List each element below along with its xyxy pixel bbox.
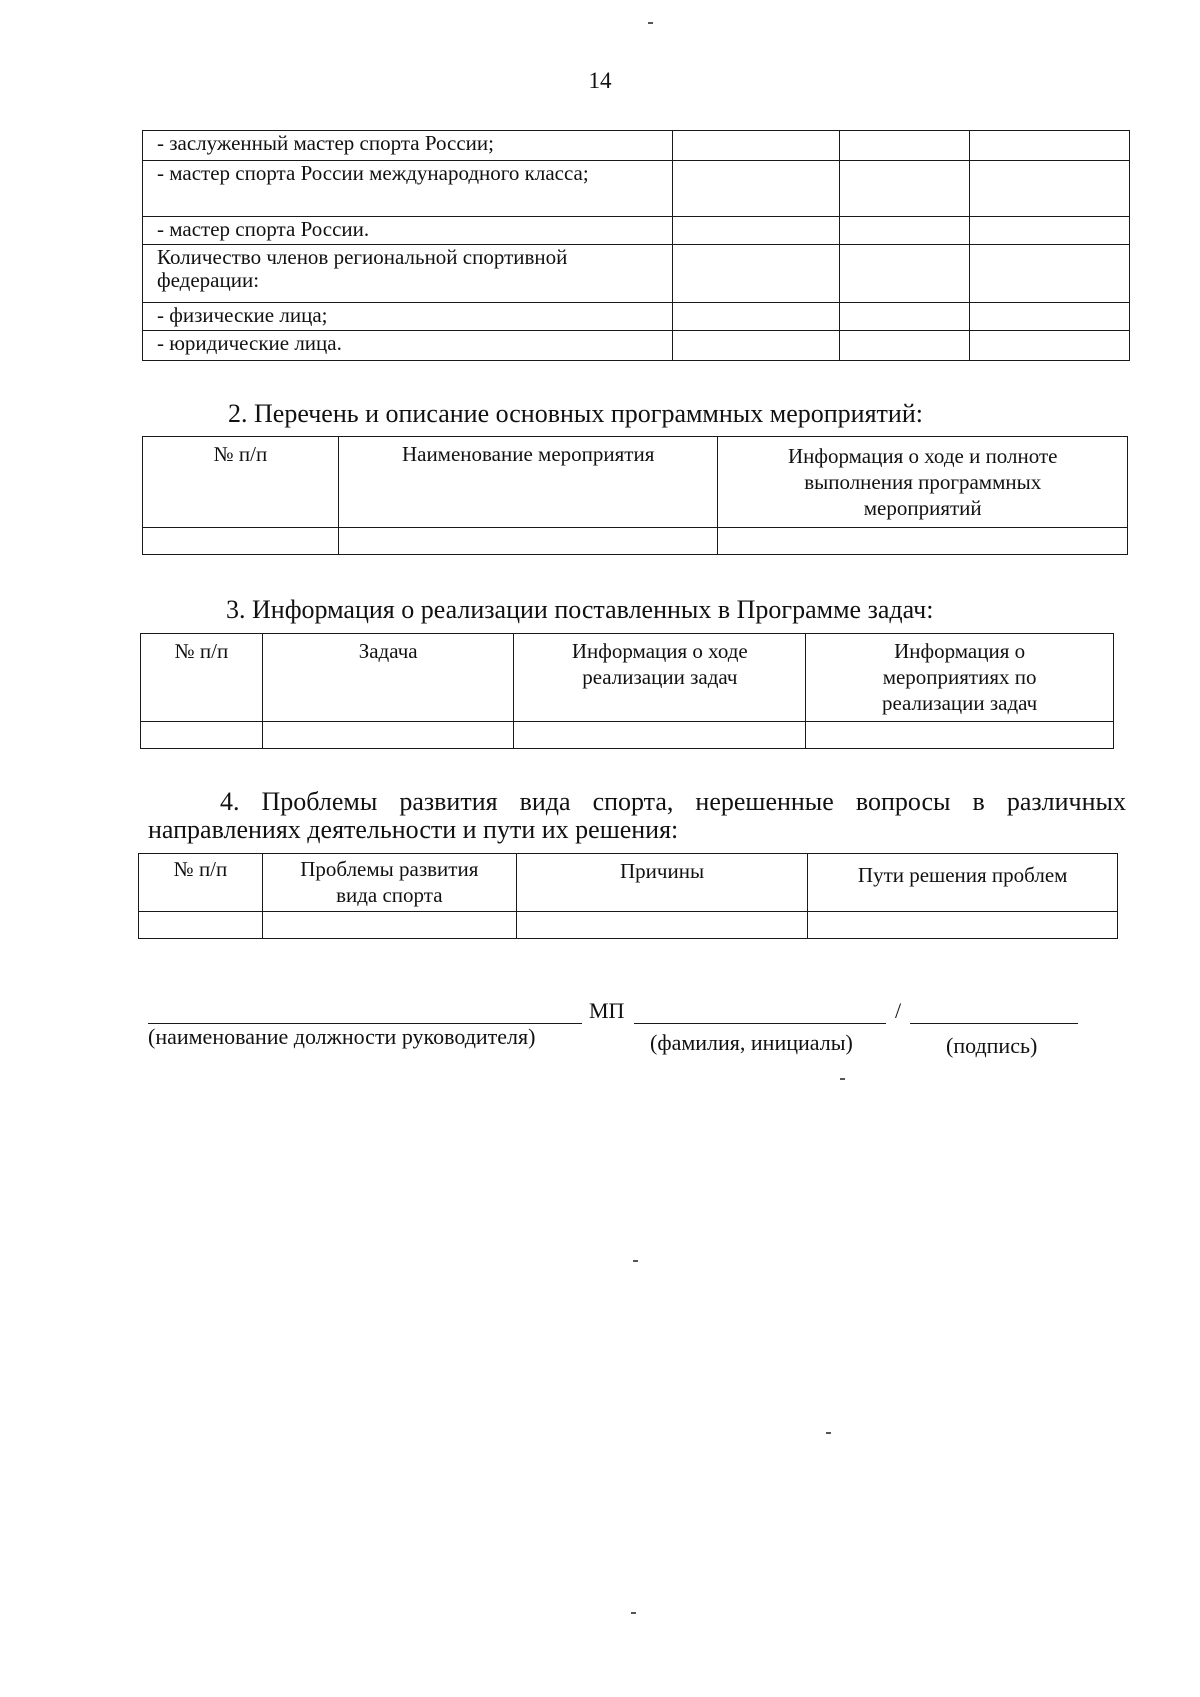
table-row xyxy=(143,528,1128,555)
table-header-row xyxy=(139,854,1118,912)
header-task-activities: Информация о мероприятиях по реализации задач xyxy=(806,634,1114,722)
table-cell xyxy=(806,722,1114,749)
position-caption: (наименование должности руководителя) xyxy=(148,1024,536,1049)
table-cell xyxy=(840,217,970,245)
header-number: № п/п xyxy=(141,634,263,722)
table-cell xyxy=(970,131,1130,161)
table-cell xyxy=(514,722,806,749)
signature-line xyxy=(910,1023,1078,1024)
section-4-title-line-1: 4. Проблемы развития вида спорта, нерешенные вопросы в различных xyxy=(220,787,1126,816)
table-row xyxy=(143,303,1130,331)
table-cell xyxy=(970,303,1130,331)
header-number: № п/п xyxy=(143,437,339,528)
table-cell xyxy=(840,303,970,331)
table-cell xyxy=(672,303,840,331)
section-4-title-line-2: направлениях деятельности и пути их решения: xyxy=(148,815,679,844)
table-cell xyxy=(970,161,1130,217)
table-cell xyxy=(808,912,1118,939)
athletes-members-table xyxy=(142,130,1130,361)
problems-table xyxy=(138,853,1118,939)
table-row xyxy=(143,131,1130,161)
table-row xyxy=(143,245,1130,303)
stamp-label: МП xyxy=(589,998,625,1023)
table-row xyxy=(143,331,1130,361)
table-header-row xyxy=(143,437,1128,528)
table-cell xyxy=(262,722,514,749)
table-row xyxy=(143,161,1130,217)
table-cell xyxy=(141,722,263,749)
row-label: Количество членов региональной спортивной федерации: xyxy=(143,245,673,303)
row-label: - физические лица; xyxy=(143,303,673,331)
tasks-implementation-table xyxy=(140,633,1114,749)
header-task-progress: Информация о ходе реализации задач xyxy=(514,634,806,722)
table-cell xyxy=(970,217,1130,245)
scan-speck xyxy=(631,1612,636,1614)
header-progress-info: Информация о ходе и полноте выполнения программных мероприятий xyxy=(718,437,1128,528)
slash-separator: / xyxy=(895,998,902,1023)
section-4-title xyxy=(148,788,1126,844)
header-causes: Причины xyxy=(516,854,808,912)
table-cell xyxy=(143,528,339,555)
table-row xyxy=(141,722,1114,749)
header-problems: Проблемы развития вида спорта xyxy=(262,854,516,912)
table-cell xyxy=(338,528,718,555)
page-number: 14 xyxy=(588,68,612,93)
table-cell xyxy=(840,245,970,303)
row-label: - юридические лица. xyxy=(143,331,673,361)
table-cell xyxy=(516,912,808,939)
name-line xyxy=(634,1023,886,1024)
table-cell xyxy=(840,161,970,217)
table-row xyxy=(139,912,1118,939)
table-row xyxy=(143,217,1130,245)
header-number: № п/п xyxy=(139,854,263,912)
header-task: Задача xyxy=(262,634,514,722)
table-cell xyxy=(672,331,840,361)
program-activities-table xyxy=(142,436,1128,555)
table-cell xyxy=(970,331,1130,361)
name-caption: (фамилия, инициалы) xyxy=(650,1030,853,1055)
signature-caption: (подпись) xyxy=(946,1033,1038,1058)
table-cell xyxy=(672,217,840,245)
table-cell xyxy=(139,912,263,939)
table-cell xyxy=(672,131,840,161)
section-3-title: 3. Информация о реализации поставленных в Программе задач: xyxy=(226,595,934,624)
header-activity-name: Наименование мероприятия xyxy=(338,437,718,528)
table-cell xyxy=(840,131,970,161)
scan-speck xyxy=(648,22,653,24)
table-header-row xyxy=(141,634,1114,722)
table-cell xyxy=(262,912,516,939)
scan-speck xyxy=(840,1078,845,1080)
scan-speck xyxy=(826,1432,831,1434)
row-label: - заслуженный мастер спорта России; xyxy=(143,131,673,161)
scan-speck xyxy=(633,1260,638,1262)
table-cell xyxy=(672,161,840,217)
section-2-title: 2. Перечень и описание основных программных мероприятий: xyxy=(228,399,923,428)
table-cell xyxy=(970,245,1130,303)
table-cell xyxy=(672,245,840,303)
row-label: - мастер спорта России международного класса; xyxy=(143,161,673,217)
table-cell xyxy=(840,331,970,361)
row-label: - мастер спорта России. xyxy=(143,217,673,245)
header-solutions: Пути решения проблем xyxy=(808,854,1118,912)
table-cell xyxy=(718,528,1128,555)
